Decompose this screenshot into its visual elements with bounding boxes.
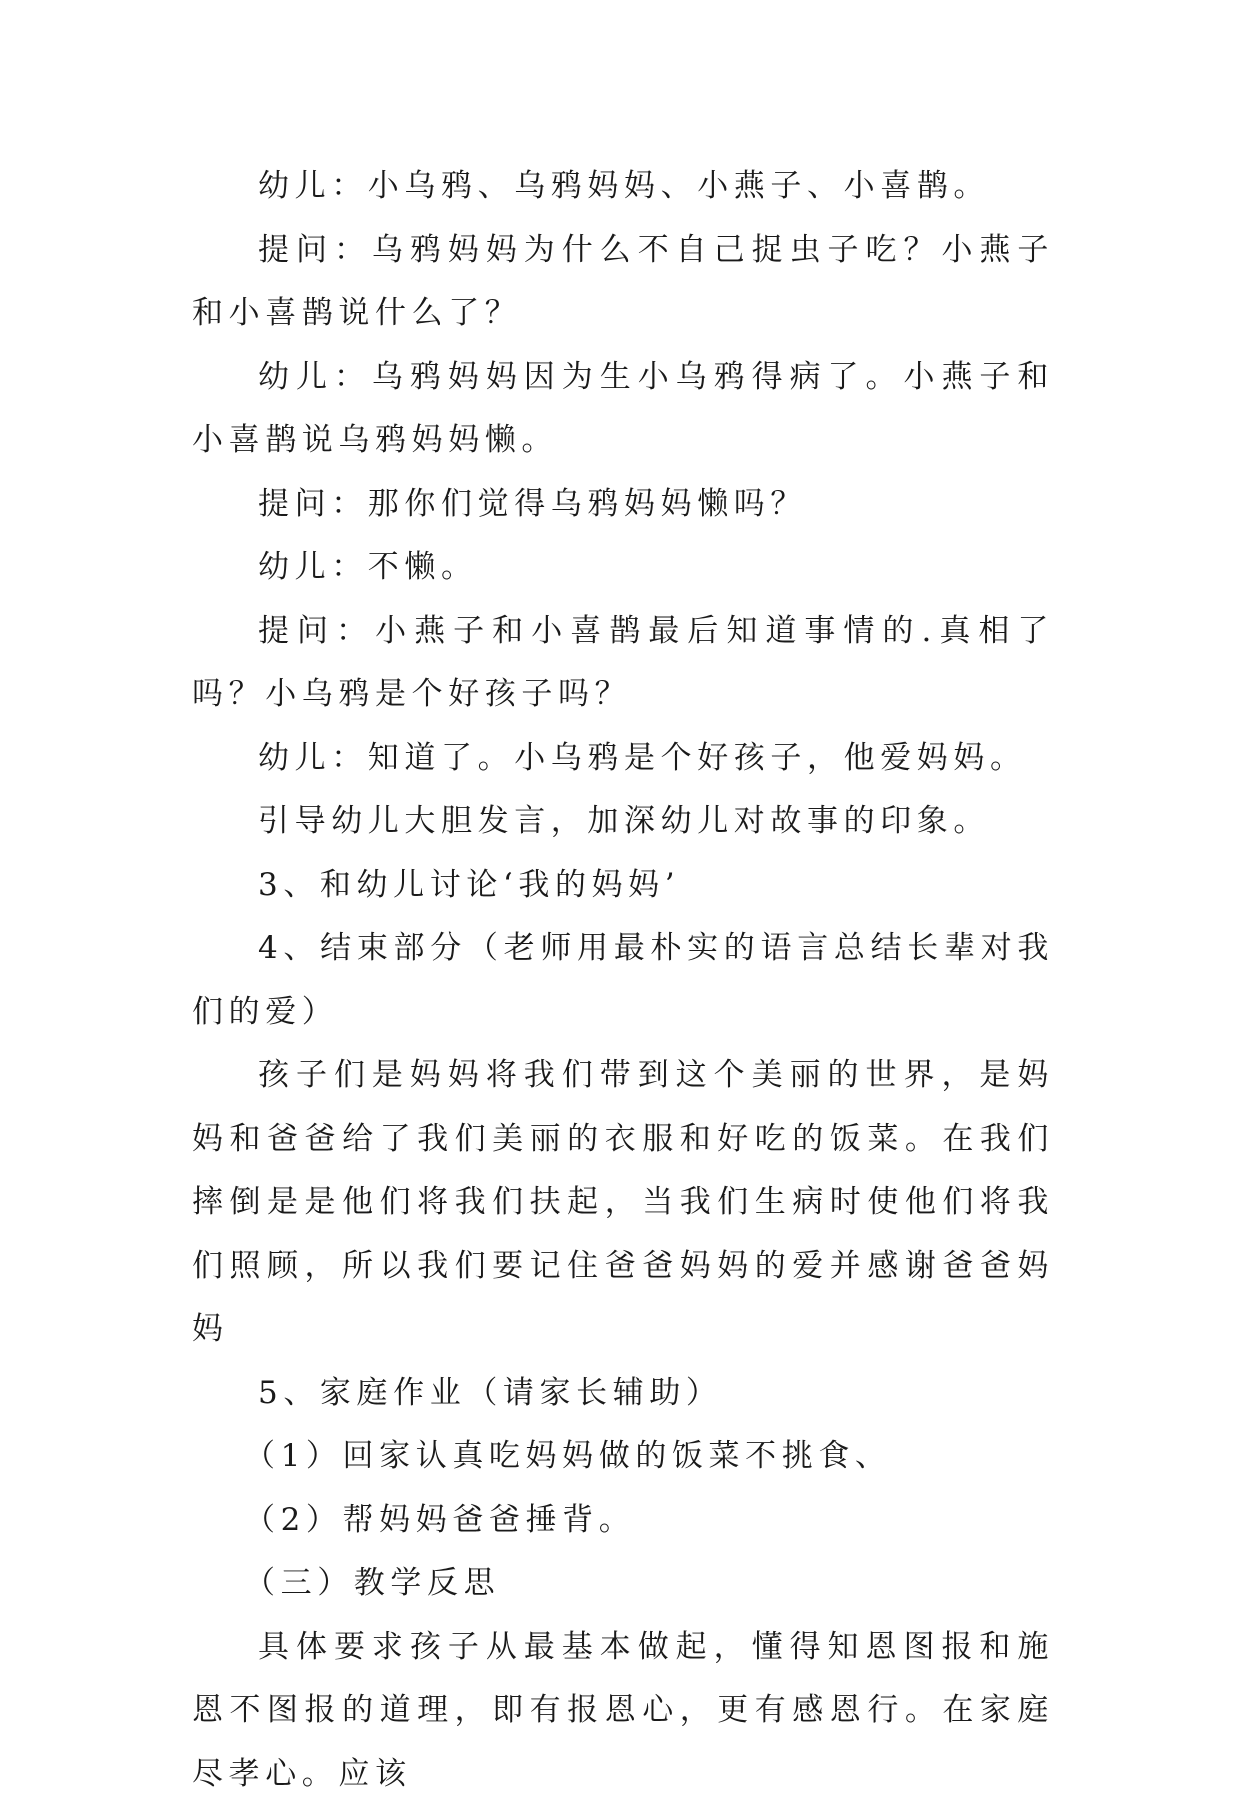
paragraph: 幼儿：乌鸦妈妈因为生小乌鸦得病了。小燕子和小喜鹊说乌鸦妈妈懒。 (192, 346, 1054, 473)
paragraph: 引导幼儿大胆发言，加深幼儿对故事的印象。 (192, 790, 1054, 854)
section-heading: （三）教学反思 (192, 1552, 1054, 1616)
section-heading: 5、家庭作业（请家长辅助） (192, 1362, 1054, 1426)
document-body (192, 155, 1054, 1806)
list-item: （2）帮妈妈爸爸捶背。 (192, 1489, 1054, 1553)
paragraph: 提问：那你们觉得乌鸦妈妈懒吗？ (192, 473, 1054, 537)
section-heading: 4、结束部分（老师用最朴实的语言总结长辈对我们的爱） (192, 917, 1054, 1044)
paragraph: 幼儿：知道了。小乌鸦是个好孩子，他爱妈妈。 (192, 727, 1054, 791)
paragraph: 幼儿：小乌鸦、乌鸦妈妈、小燕子、小喜鹊。 (192, 155, 1054, 219)
section-heading: 3、和幼儿讨论‘我的妈妈’ (192, 854, 1054, 918)
paragraph: 幼儿：不懒。 (192, 536, 1054, 600)
paragraph: 提问：小燕子和小喜鹊最后知道事情的.真相了吗？小乌鸦是个好孩子吗？ (192, 600, 1054, 727)
paragraph: 提问：乌鸦妈妈为什么不自己捉虫子吃？小燕子和小喜鹊说什么了？ (192, 219, 1054, 346)
list-item: （1）回家认真吃妈妈做的饭菜不挑食、 (192, 1425, 1054, 1489)
paragraph: 孩子们是妈妈将我们带到这个美丽的世界，是妈妈和爸爸给了我们美丽的衣服和好吃的饭菜。在我们摔倒是是他们将我们扶起，当我们生病时使他们将我们照顾，所以我们要记住爸爸妈妈的爱并感谢爸爸妈妈 (192, 1044, 1054, 1362)
paragraph: 具体要求孩子从最基本做起，懂得知恩图报和施恩不图报的道理，即有报恩心，更有感恩行。在家庭尽孝心。应该 (192, 1616, 1054, 1806)
